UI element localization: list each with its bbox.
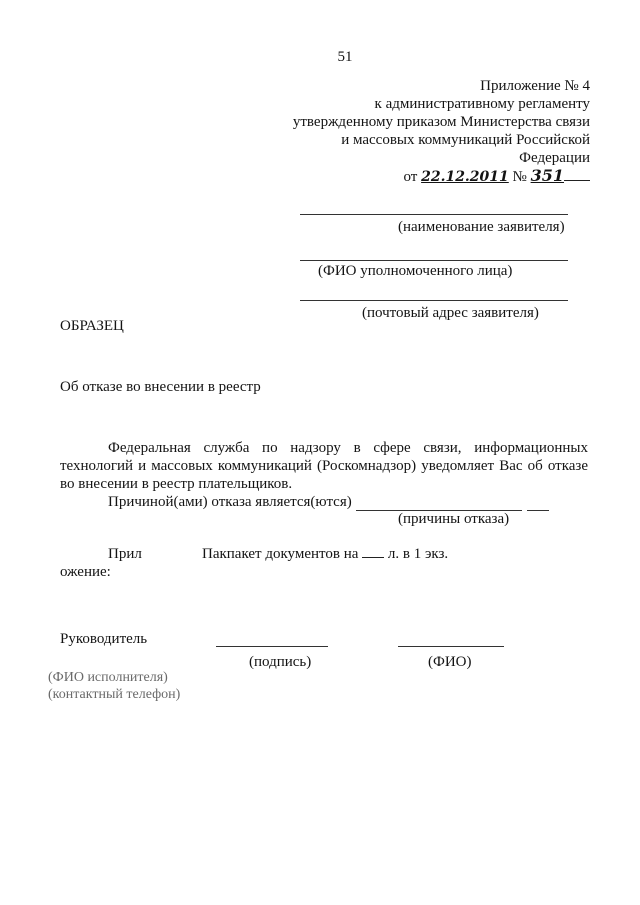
attachment-text (202, 546, 448, 563)
attachment-label-2: ожение: (60, 564, 111, 580)
executor-phone-caption: (контактный телефон) (48, 687, 181, 702)
name-caption: (ФИО) (428, 654, 472, 670)
page-number: 51 (337, 49, 353, 65)
reason-prefix: Причиной(ами) отказа является(ются) (108, 494, 352, 510)
body-line-2: технологий и массовых коммуникаций (Роскомнадзор) уведомляет Вас об отказе (60, 458, 588, 474)
name-line (398, 646, 504, 647)
appendix-title: Приложение № 4 (480, 78, 590, 94)
number-underline (564, 170, 590, 181)
number-sign: № (512, 169, 527, 185)
appendix-date-line (403, 167, 590, 186)
appendix-line-5: Федерации (519, 150, 590, 166)
appendix-line-2: к административному регламенту (374, 96, 590, 112)
postal-address-caption: (почтовый адрес заявителя) (362, 305, 539, 321)
body-line-3: во внесении в реестр плательщиков. (60, 476, 293, 492)
appendix-line-3: утвержденному приказом Министерства связи (292, 114, 590, 130)
signature-line (216, 646, 328, 647)
signatory-role: Руководитель (60, 631, 148, 647)
date-prefix: от (403, 169, 418, 185)
attachment-label-1: Прил (108, 546, 142, 562)
reason-line-tail (527, 510, 549, 511)
applicant-name-line (300, 214, 568, 215)
attachment-text-after: л. в 1 экз. (387, 546, 449, 562)
signature-caption: (подпись) (249, 654, 312, 670)
sample-heading: ОБРАЗЕЦ (60, 318, 124, 334)
attachment-text-before: Пакпакет документов на (202, 546, 359, 562)
pages-count-blank (362, 546, 384, 558)
authorized-person-line (300, 260, 568, 261)
applicant-name-caption: (наименование заявителя) (398, 219, 565, 235)
postal-address-line (300, 300, 568, 301)
date-handwritten: 22.12.2011 (421, 169, 509, 185)
subject-line: Об отказе во внесении в реестр (60, 379, 261, 395)
number-handwritten: 351 (530, 166, 564, 185)
body-line-1: Федеральная служба по надзору в сфере связи, информационных (108, 440, 588, 456)
authorized-person-caption: (ФИО уполномоченного лица) (318, 263, 513, 279)
executor-name-caption: (ФИО исполнителя) (48, 670, 168, 685)
reason-caption: (причины отказа) (398, 511, 510, 527)
appendix-line-4: и массовых коммуникаций Российской (341, 132, 590, 148)
